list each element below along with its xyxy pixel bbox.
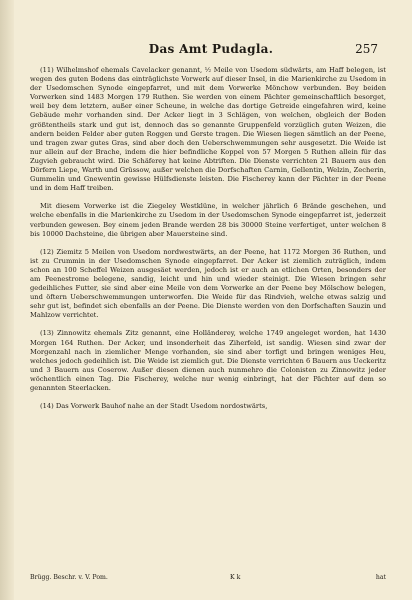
footer-source-line: Brügg. Beschr. v. V. Pom. [30, 574, 108, 581]
paragraph-wilhelmshof: (11) Wilhelmshof ehemals Cavelacker genannt, ½ Meile von Usedom südwärts, am Haff belegen, ist wegen des guten Bodens das einträglichste Vorwerk auf dieser Insel, in die Marienkirche zu Usedom in der Usedomschen Synode eingepfarret, und mit dem Vorwerke Mönchow verbunden. Bey beiden Vorwerken sind 1483 Morgen 179 Ruthen. Sie werden von einem Pächter gemeinschaftlich besorget, weil bey dem letztern, außer einer Scheune, in welche das dortige Getreide eingefahren wird, keine Gebäude mehr vorhanden sind. Der Acker liegt in 3 Schlägen, von welchen, obgleich der Boden größtentheils stark und gut ist, dennoch das so genannte Gruppenfeld vorzüglich guten Weizen, die andern beiden Felder aber guten Roggen und Gerste tragen. Die Wiesen liegen sämtlich an der Peene, und tragen zwar gutes Gras, sind aber doch den Ueberschwemmungen sehr ausgesetzt. Die Weide ist nur allein auf der Brache, indem die hier befindliche Koppel von 57 Morgen 5 Ruthen allein für das Zugvieh gebraucht wird. Die Schäferey hat keine Abtriften. Die Dienste verrichten 21 Bauern aus den Dörfern Liepe, Warth und Grüssow, außer welchen die Dorfschaften Carnin, Gellentin, Welzin, Zecherin, Gummelin und Gnewentin gewisse Hülfsdienste leisten. Die Fischerey kann der Pächter in der Peene und in dem Haff treiben. [30, 66, 386, 193]
signature-mark: K k [230, 574, 241, 581]
page-header [30, 42, 392, 60]
body-text [30, 66, 386, 411]
catchword: hat [375, 574, 386, 581]
paragraph-ziemitz: (12) Ziemitz 5 Meilen von Usedom nordwestwärts, an der Peene, hat 1172 Morgen 36 Ruthen, und ist zu Crummin in der Usedomschen Synode eingepfarret. Der Acker ist ziemlich zuträglich, indem schon an 100 Scheffel Weizen ausgesäet werden, jedoch ist er auch an etlichen Orten, besonders der am Peenestrome belegene, sandig, leicht und hin und wieder steinigt. Die Wiesen bringen sehr gedeihliches Futter, sie sind aber eine Meile von dem Vorwerke an der Peene bey Mölschow belegen, und öftern Ueberschwemmungen unterworfen. Die Weide für das Rindvieh, welche etwas salzig und sehr gut ist, befindet sich ebenfalls an der Peene. Die Dienste werden von den Dorfschaften Sauzin und Mahlzow verrichtet. [30, 247, 386, 320]
page-number: 257 [355, 42, 378, 56]
paragraph-bauhof: (14) Das Vorwerk Bauhof nahe an der Stadt Usedom nordostwärts, [40, 402, 268, 411]
paragraph-zinnowitz: (13) Zinnowitz ehemals Zitz genannt, eine Holländerey, welche 1749 angeleget worden, hat 1430 Morgen 164 Ruthen. Der Acker, und insonderheit das Ziherfeld, ist sandig. Wiesen sind zwar der Morgenzahl nach in ziemlicher Menge vorhanden, sie sind aber torfigt und bringen weniges Heu, welches jedoch gedeihlich ist. Die Weide ist ziemlich gut. Die Dienste verrichten 6 Bauern aus Ueckeritz und 3 Bauern aus Coserow. Außer diesen dienen auch nunmehro die Colonisten zu Zinnowitz jeder wöchentlich einen Tag. Die Fischerey, welche nur wenig einbringt, hat der Pächter auf dem so genannten Steerlacken. [30, 329, 386, 392]
running-title: Das Amt Pudagla. [148, 42, 274, 56]
page-footer [30, 574, 386, 584]
paragraph-westkluene: Mit diesem Vorwerke ist die Ziegeley Westklüne, in welcher jährlich 6 Brände geschehen, und welche ebenfalls in die Marienkirche zu Usedom in der Usedomschen Synode eingepfarret ist, jederzeit verbunden gewesen. Bey einem jeden Brande werden 28 bis 30000 Steine verfertiget, unter welchen 8 bis 10000 Dachsteine, die übrigen aber Mauersteine sind. [30, 202, 386, 238]
page-gutter-shadow [0, 0, 14, 600]
